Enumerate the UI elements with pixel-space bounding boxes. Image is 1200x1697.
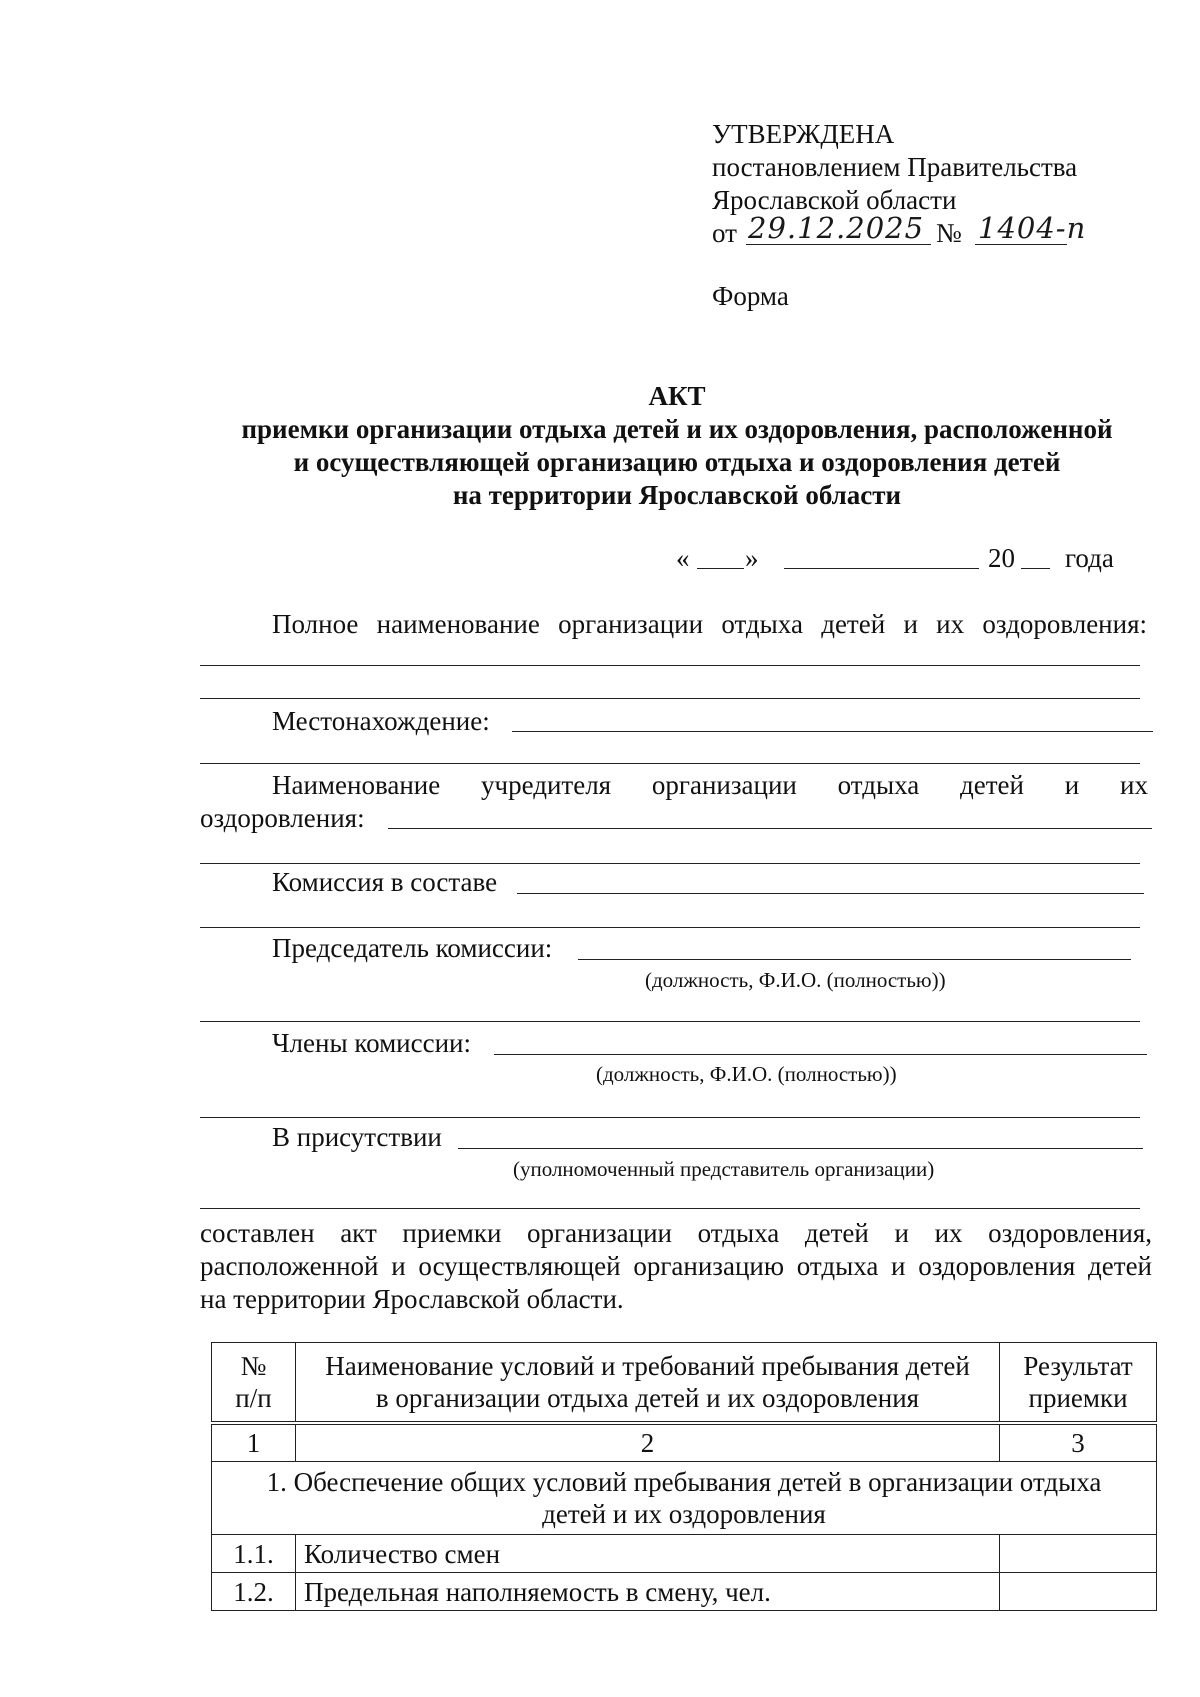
founder-label-line-2: оздоровления: (200, 803, 365, 833)
date-year-prefix: 20 (988, 543, 1015, 573)
presence-caption: (уполномоченный представитель организации) (513, 1157, 935, 1181)
approval-date-prefix: от (712, 218, 737, 248)
column-number-row (212, 1423, 1157, 1462)
header-result-line-2: приемки (1028, 1383, 1128, 1413)
date-day-blank[interactable] (697, 568, 744, 569)
date-open-quote: « (676, 543, 690, 573)
approval-date-handwritten: 29.12.2025 (748, 211, 925, 245)
statement-line-2: расположенной и осуществляющей организацию отдыха и оздоровления детей (200, 1251, 1152, 1281)
row-result-cell[interactable] (1000, 1573, 1157, 1611)
approval-line-1: постановлением Правительства (712, 152, 1078, 182)
header-name-line-2: в организации отдыха детей и их оздоровления (375, 1383, 920, 1413)
location-blank-1[interactable] (512, 731, 1153, 732)
chairman-blank-2[interactable] (200, 1021, 1140, 1022)
presence-label: В присутствии (272, 1122, 442, 1152)
presence-blank[interactable] (458, 1148, 1143, 1149)
full-name-label: Полное наименование организации отдыха детей и их оздоровления: (272, 609, 1147, 639)
location-blank-2[interactable] (200, 763, 1140, 764)
header-result-line-1: Результат (1023, 1351, 1133, 1381)
header-num (212, 1343, 296, 1424)
members-blank[interactable] (494, 1054, 1147, 1055)
statement-line-1: составлен акт приемки организации отдыха детей и их оздоровления, (200, 1218, 1152, 1248)
commission-label: Комиссия в составе (272, 867, 498, 897)
column-number: 2 (295, 1423, 999, 1462)
approval-number-prefix: № (936, 218, 962, 248)
table-row (212, 1573, 1157, 1611)
date-close-quote: » (745, 543, 759, 573)
founder-blank-1[interactable] (388, 828, 1152, 829)
document-title: АКТ (648, 381, 706, 411)
section-1-line-2: детей и их оздоровления (542, 1499, 826, 1529)
location-label: Местонахождение: (272, 706, 490, 736)
members-blank-2[interactable] (200, 1117, 1140, 1118)
approval-date-underline (746, 244, 931, 245)
header-name-line-1: Наименование условий и требований пребывания детей (325, 1351, 970, 1381)
table-header-row (212, 1343, 1157, 1424)
document-subtitle-line-1: приемки организации отдыха детей и их оздоровления, расположенной (241, 414, 1113, 444)
acceptance-table (211, 1342, 1157, 1611)
row-name: Предельная наполняемость в смену, чел. (295, 1573, 999, 1611)
row-result-cell[interactable] (1000, 1535, 1157, 1573)
chairman-blank[interactable] (578, 959, 1131, 960)
column-number: 3 (1000, 1423, 1157, 1462)
section-1-line-1: 1. Обеспечение общих условий пребывания детей в организации отдыха (266, 1467, 1102, 1497)
approval-line-2: Ярославской области (712, 185, 957, 215)
full-name-blank-2[interactable] (200, 698, 1140, 699)
approval-title: УТВЕРЖДЕНА (712, 119, 895, 149)
table-row (212, 1535, 1157, 1573)
chairman-label: Председатель комиссии: (272, 933, 553, 963)
row-num: 1.1. (212, 1535, 296, 1573)
commission-blank-1[interactable] (517, 893, 1144, 894)
date-month-blank[interactable] (784, 568, 979, 569)
founder-blank-2[interactable] (200, 863, 1140, 864)
approval-number-handwritten: 1404-п (978, 211, 1087, 245)
section-1-title (212, 1462, 1157, 1535)
full-name-blank-1[interactable] (200, 665, 1140, 666)
section-row (212, 1462, 1157, 1535)
founder-label-line-1: Наименование учредителя организации отдыха детей и их (272, 770, 1148, 800)
presence-blank-2[interactable] (200, 1208, 1140, 1209)
chairman-caption: (должность, Ф.И.О. (полностью)) (645, 968, 946, 992)
date-year-blank[interactable] (1021, 568, 1050, 569)
form-label: Форма (712, 281, 789, 311)
members-caption: (должность, Ф.И.О. (полностью)) (596, 1062, 897, 1086)
header-result (1000, 1343, 1157, 1424)
date-year-suffix: года (1065, 543, 1114, 573)
header-name (295, 1343, 999, 1424)
row-name: Количество смен (295, 1535, 999, 1573)
document-subtitle-line-3: на территории Ярославской области (452, 480, 902, 510)
column-number: 1 (212, 1423, 296, 1462)
approval-number-underline (975, 244, 1067, 245)
row-num: 1.2. (212, 1573, 296, 1611)
members-label: Члены комиссии: (272, 1028, 471, 1058)
header-num-line-2: п/п (235, 1383, 272, 1413)
document-subtitle-line-2: и осуществляющей организацию отдыха и оздоровления детей (293, 447, 1061, 477)
header-num-line-1: № (240, 1351, 267, 1381)
commission-blank-2[interactable] (200, 927, 1140, 928)
statement-line-3: на территории Ярославской области. (200, 1284, 624, 1314)
